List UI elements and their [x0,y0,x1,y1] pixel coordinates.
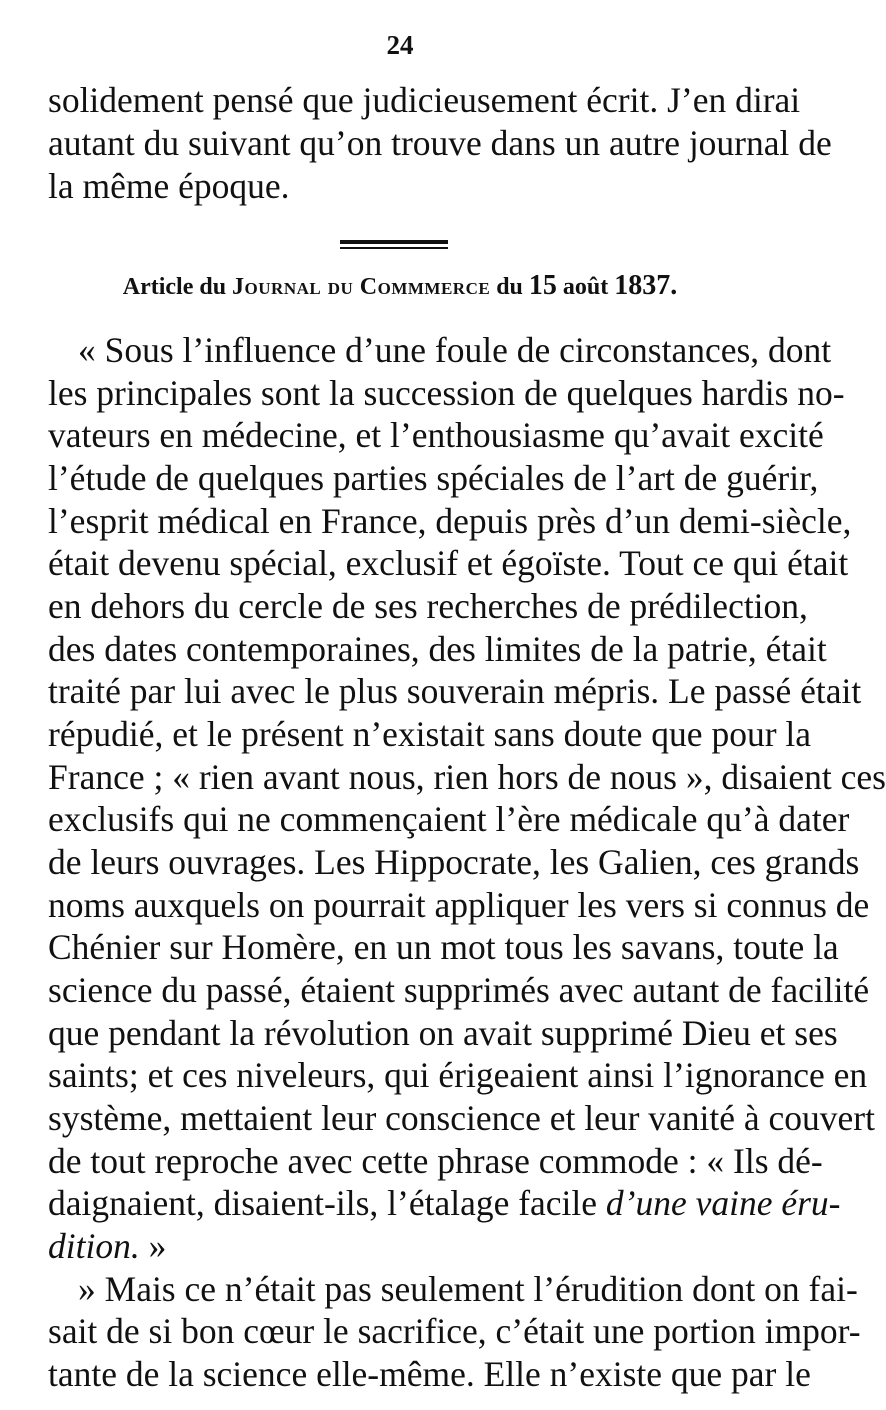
text-line: tante de la science elle-même. Elle n’existe que par le [48,1354,811,1394]
text-line-quote [48,1181,841,1225]
text-line: les principales sont la succession de quelques hardis no- [48,373,845,413]
text-line: exclusifs qui ne commençaient l’ère médicale qu’à dater [48,799,850,839]
text-line: répudié, et le présent n’existait sans doute que pour la [48,714,812,754]
text-line: des dates contemporaines, des limites de la patrie, était [48,629,827,669]
text-line: Chénier sur Homère, en un mot tous les savans, toute la [48,927,839,967]
quote-end-italic: dition. [48,1226,140,1266]
text-line: sait de si bon cœur le sacrifice, c’était une portion impor- [48,1311,861,1351]
article-heading [0,270,800,302]
heading-prefix: Article du [122,274,227,300]
text-line: la même époque. [48,166,290,206]
text-line: système, mettaient leur conscience et leur vanité à couvert [48,1098,875,1138]
text-line: l’esprit médical en France, depuis près d’un demi-siècle, [48,501,852,541]
text-line: saints; et ces niveleurs, qui érigeaient ainsi l’ignorance en [48,1055,868,1095]
text-line: vateurs en médecine, et l’enthousiasme qu’avait excité [48,415,824,455]
text-line: autant du suivant qu’on trouve dans un autre journal de [48,123,832,163]
text-line: traité par lui avec le plus souverain mépris. Le passé était [48,671,862,711]
text-line: l’étude de quelques parties spéciales de l’art de guérir, [48,458,819,498]
text-line: France ; « rien avant nous, rien hors de nous », disaient ces [48,757,886,797]
text-line: de tout reproche avec cette phrase commode : « Ils dé- [48,1141,823,1181]
heading-month: août [562,274,609,300]
heading-year: 1837. [614,270,678,301]
text-line: » Mais ce n’était pas seulement l’érudition dont on fai- [78,1269,858,1309]
page-number: 24 [386,30,414,60]
quote-end-mark: » [139,1226,167,1266]
section-divider-thin [340,247,448,249]
heading-journal: Journal du Commmerce [232,274,491,300]
text-line: de leurs ouvrages. Les Hippocrate, les Galien, ces grands [48,842,860,882]
text-line-quote-end [48,1224,758,1268]
text-line: était devenu spécial, exclusif et égoïste. Tout ce qui était [48,543,849,583]
text-line: en dehors du cercle de ses recherches de prédilection, [48,586,808,626]
text-line: « Sous l’influence d’une foule de circonstances, dont [78,330,832,370]
quote-text: daignaient, disaient-ils, l’étalage facile [48,1183,598,1223]
heading-date-prefix: du [496,274,523,300]
quote-italic: d’une vaine éru- [605,1183,841,1223]
text-line: que pendant la révolution on avait supprimé Dieu et ses [48,1013,838,1053]
text-line: science du passé, étaient supprimés avec autant de facilité [48,970,870,1010]
section-divider [340,240,448,244]
heading-day: 15 [528,270,557,301]
text-line: solidement pensé que judicieusement écrit. J’en dirai [48,80,801,120]
text-line: noms auxquels on pourrait appliquer les vers si connus de [48,885,870,925]
